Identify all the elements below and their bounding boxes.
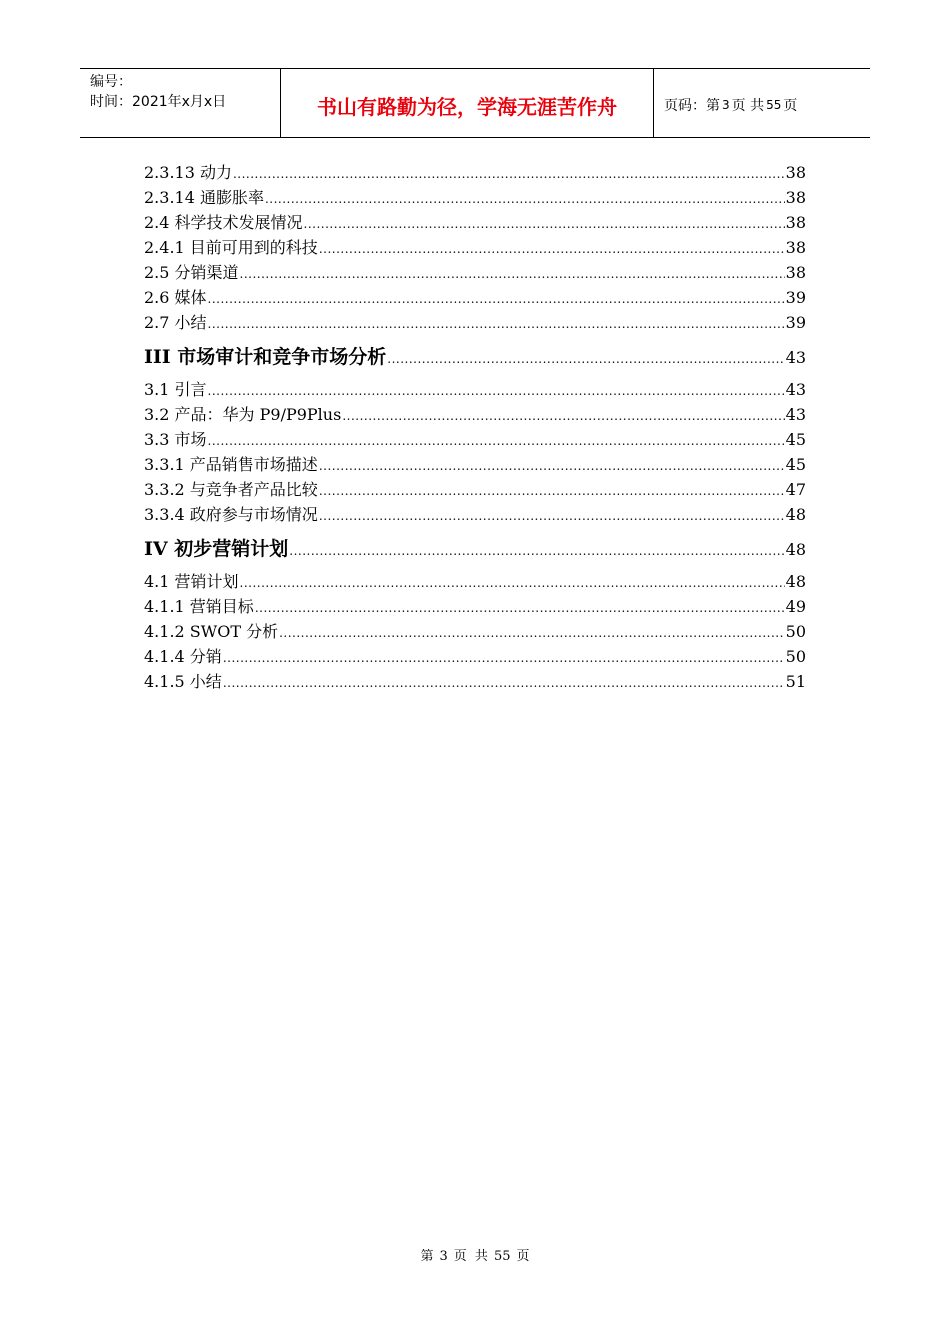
toc-entry-title: 3.3.2 与竞争者产品比较 xyxy=(144,480,318,499)
toc-leader-dots xyxy=(319,454,785,479)
toc-entry[interactable] xyxy=(144,452,806,477)
document-time-label: 时间：2021年x月x日 xyxy=(90,94,227,110)
toc-entry-page: 39 xyxy=(785,313,806,332)
header-meta xyxy=(80,69,280,137)
toc-entry[interactable] xyxy=(144,285,806,310)
footer-suffix: 页 xyxy=(516,1249,530,1264)
toc-entry-title: 3.3 市场 xyxy=(144,430,207,449)
page-header xyxy=(80,68,870,138)
toc-entry[interactable] xyxy=(144,160,806,185)
table-of-contents xyxy=(144,160,806,694)
footer-page-current: 3 xyxy=(439,1249,448,1264)
toc-leader-dots xyxy=(223,671,785,696)
footer-prefix: 第 xyxy=(420,1249,434,1264)
toc-entry-page: 38 xyxy=(785,188,806,207)
footer-mid: 页 共 xyxy=(453,1249,488,1264)
toc-leader-dots xyxy=(342,404,784,429)
toc-leader-dots xyxy=(208,379,785,404)
header-page-mid: 页 共 xyxy=(731,98,765,114)
toc-leader-dots xyxy=(240,262,785,287)
toc-entry-page: 43 xyxy=(785,405,806,424)
toc-entry-title: 4.1.5 小结 xyxy=(144,672,222,691)
toc-entry-title: 3.2 产品：华为 P9/P9Plus xyxy=(144,405,342,424)
toc-leader-dots xyxy=(279,621,785,646)
toc-entry-page: 38 xyxy=(785,163,806,182)
toc-entry-page: 51 xyxy=(785,672,806,691)
toc-entry-page: 45 xyxy=(785,430,806,449)
toc-entry[interactable] xyxy=(144,402,806,427)
toc-entry-title: 2.4.1 目前可用到的科技 xyxy=(144,238,318,257)
toc-entry[interactable] xyxy=(144,377,806,402)
footer-page-total: 55 xyxy=(493,1249,511,1264)
toc-chapter-title: IV 初步营销计划 xyxy=(144,538,289,560)
toc-entry-title: 4.1.2 SWOT 分析 xyxy=(144,622,279,641)
toc-entry[interactable] xyxy=(144,669,806,694)
header-motto: 书山有路勤为径，学海无涯苦作舟 xyxy=(280,69,654,137)
toc-entry-title: 4.1.4 分销 xyxy=(144,647,222,666)
toc-entry[interactable] xyxy=(144,260,806,285)
toc-entry-title: 4.1.1 营销目标 xyxy=(144,597,254,616)
toc-leader-dots xyxy=(208,312,785,337)
toc-leader-dots xyxy=(208,429,785,454)
toc-entry-title: 3.1 引言 xyxy=(144,380,207,399)
toc-leader-dots xyxy=(319,504,785,529)
toc-entry-page: 50 xyxy=(785,647,806,666)
toc-entry[interactable] xyxy=(144,619,806,644)
toc-entry-title: 2.3.14 通膨胀率 xyxy=(144,188,264,207)
toc-entry-page: 48 xyxy=(785,540,806,559)
toc-entry-title: 2.6 媒体 xyxy=(144,288,207,307)
toc-leader-dots xyxy=(255,596,785,621)
header-page-current: 3 xyxy=(722,98,730,112)
toc-entry[interactable] xyxy=(144,477,806,502)
toc-entry-title: 4.1 营销计划 xyxy=(144,572,239,591)
toc-entry-title: 2.4 科学技术发展情况 xyxy=(144,213,303,232)
toc-entry[interactable] xyxy=(144,310,806,335)
page-footer xyxy=(0,1245,950,1264)
toc-entry-page: 45 xyxy=(785,455,806,474)
toc-entry-page: 38 xyxy=(785,238,806,257)
toc-entry[interactable] xyxy=(144,427,806,452)
header-page-prefix: 页码：第 xyxy=(664,98,720,114)
toc-entry-page: 38 xyxy=(785,213,806,232)
toc-entry-title: 2.5 分销渠道 xyxy=(144,263,239,282)
toc-leader-dots xyxy=(319,237,785,262)
toc-entry-page: 47 xyxy=(785,480,806,499)
toc-entry[interactable] xyxy=(144,569,806,594)
toc-entry[interactable] xyxy=(144,185,806,210)
toc-entry[interactable] xyxy=(144,210,806,235)
toc-entry-title: 2.7 小结 xyxy=(144,313,207,332)
toc-entry-page: 43 xyxy=(785,380,806,399)
toc-leader-dots xyxy=(319,479,785,504)
toc-entry-page: 39 xyxy=(785,288,806,307)
toc-chapter-title: III 市场审计和竞争市场分析 xyxy=(144,346,387,368)
toc-chapter-entry[interactable] xyxy=(144,529,806,569)
toc-entry[interactable] xyxy=(144,644,806,669)
header-page-total: 55 xyxy=(766,98,782,112)
toc-leader-dots xyxy=(289,531,784,571)
toc-entry-page: 49 xyxy=(785,597,806,616)
toc-chapter-entry[interactable] xyxy=(144,337,806,377)
toc-entry-page: 48 xyxy=(785,572,806,591)
toc-leader-dots xyxy=(265,187,785,212)
toc-entry[interactable] xyxy=(144,502,806,527)
toc-entry[interactable] xyxy=(144,235,806,260)
header-page-suffix: 页 xyxy=(783,98,798,114)
toc-entry-title: 3.3.4 政府参与市场情况 xyxy=(144,505,318,524)
toc-entry-title: 2.3.13 动力 xyxy=(144,163,232,182)
toc-entry[interactable] xyxy=(144,594,806,619)
toc-leader-dots xyxy=(304,212,785,237)
header-page-info xyxy=(654,69,870,137)
toc-leader-dots xyxy=(233,162,785,187)
document-number-label: 编号： xyxy=(90,74,132,90)
toc-entry-page: 48 xyxy=(785,505,806,524)
toc-leader-dots xyxy=(208,287,785,312)
toc-leader-dots xyxy=(387,339,784,379)
toc-entry-page: 50 xyxy=(785,622,806,641)
toc-entry-title: 3.3.1 产品销售市场描述 xyxy=(144,455,318,474)
toc-entry-page: 38 xyxy=(785,263,806,282)
toc-entry-page: 43 xyxy=(785,348,806,367)
toc-leader-dots xyxy=(223,646,785,671)
toc-leader-dots xyxy=(240,571,785,596)
